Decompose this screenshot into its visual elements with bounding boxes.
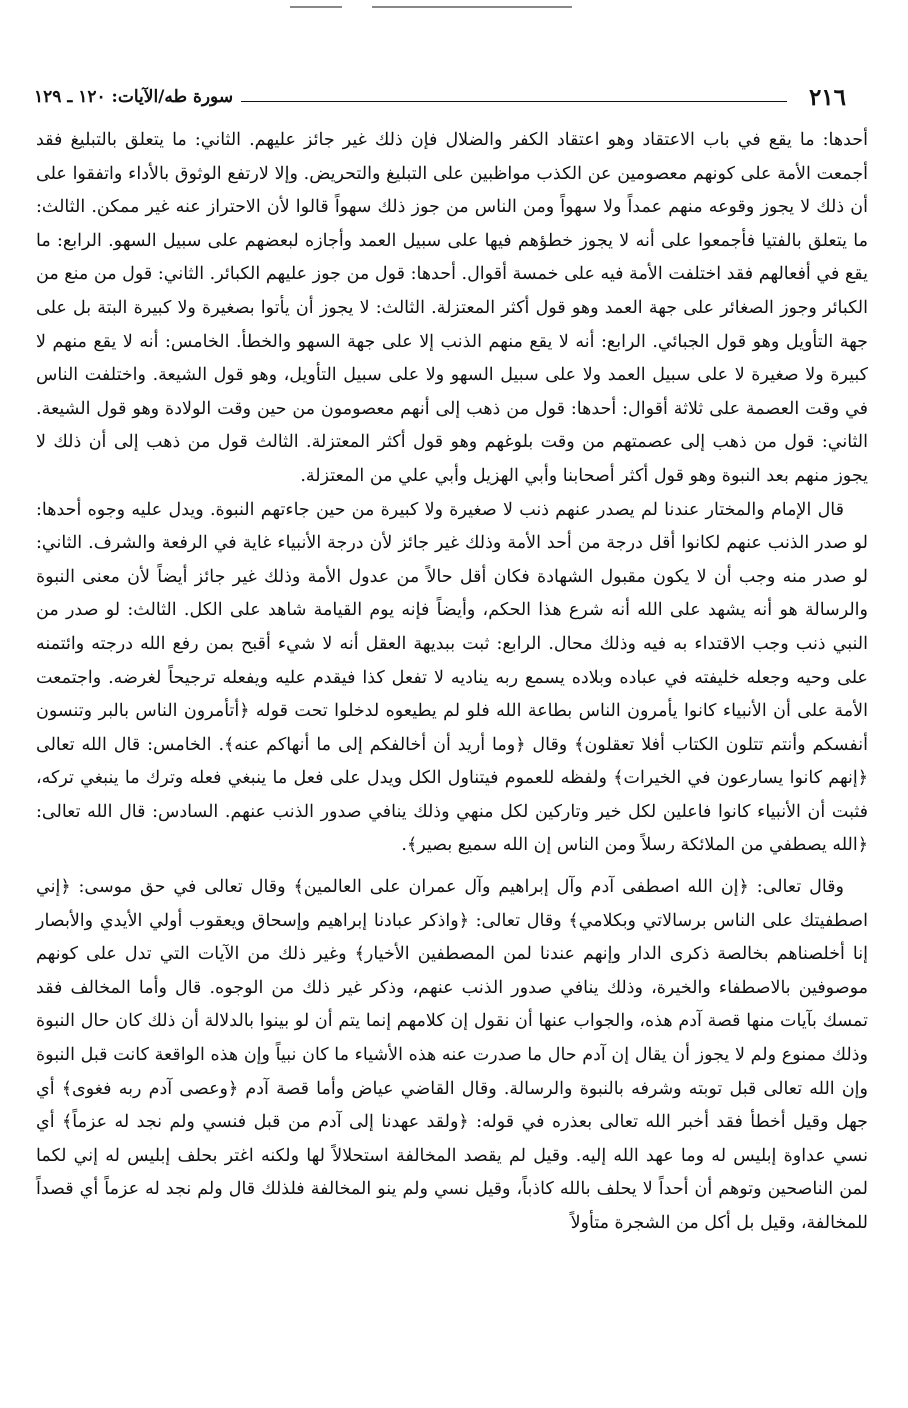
body-paragraph-2: قال الإمام والمختار عندنا لم يصدر عنهم ذنب لا صغيرة ولا كبيرة من حين جاءتهم النبوة. ويدل عليه وجوه أحدها: لو صدر الذنب عنهم لكانوا أقل درجة من أحد الأمة وذلك غير جائز لأن درجة الأنبياء غاية في الرفعة والشرف. الثاني: لو صدر منه وجب أن لا يكون مقبول الشهادة فكان أقل حالاً من عدول الأمة وذلك غير جائز أيضاً لأن معنى النبوة والرسالة هو أنه يشهد على الله أنه شرع هذا الحكم، وأيضاً فإنه يوم القيامة شاهد على الكل. الثالث: لو صدر من النبي ذنب وجب الاقتداء به فيه وذلك محال. الرابع: ثبت ببديهة العقل أنه لا شيء أقبح بمن رفع الله درجته وائتمنه على وحيه وجعله خليفته في عباده وبلاده يسمع ربه يناديه لا تفعل كذا فيقدم عليه ويفعله ترجيحاً لغرضه. واجتمعت الأمة على أن الأنبياء كانوا يأمرون الناس بطاعة الله فلو لم يطيعوه لدخلوا تحت قوله ﴿أتأمرون الناس بالبر وتنسون أنفسكم وأنتم تتلون الكتاب أفلا تعقلون﴾ وقال ﴿وما أريد أن أخالفكم إلى ما أنهاكم عنه﴾. الخامس: قال الله تعالى ﴿إنهم كانوا يسارعون في الخيرات﴾ ولفظه للعموم فيتناول الكل ويدل على فعل ما ينبغي فعله وترك ما ينبغي تركه، فثبت أن الأنبياء كانوا فاعلين لكل خير وتاركين لكل منهي وذلك ينافي صدور الذنب عنهم. السادس: قال الله تعالى: ﴿الله يصطفي من الملائكة رسلاً ومن الناس إن الله سميع بصير﴾. <box>36 499 868 856</box>
body-paragraph-3: وقال تعالى: ﴿إن الله اصطفى آدم وآل إبراهيم وآل عمران على العالمين﴾ وقال تعالى في حق موسى: ﴿إني اصطفيتك على الناس برسالاتي وبكلامي﴾ وقال تعالى: ﴿واذكر عبادنا إبراهيم وإسحاق ويعقوب أولي الأيدي والأبصار إنا أخلصناهم بخالصة ذكرى الدار وإنهم عندنا لمن المصطفين الأخيار﴾ وغير ذلك من الآيات التي تدل على كونهم موصوفين بالاصطفاء والخيرة، وذلك ينافي صدور الذنب عنهم، وذكر غير ذلك من الوجوه. قال وأما المخالف فقد تمسك بآيات منها قصة آدم هذه، والجواب عنها أن نقول إن كلامهم إنما يتم أن لو بينوا بالدلالة أن ذلك كان حال النبوة وذلك ممنوع ولم لا يجوز أن يقال إن آدم حال ما صدرت عنه هذه الأشياء ما كان نبياً وإن هذه الواقعة كانت قبل النبوة وإن الله تعالى قبل توبته وشرفه بالنبوة والرسالة. وقال القاضي عياض وأما قصة آدم ﴿وعصى آدم ربه فغوى﴾ أي جهل وقيل أخطأ فقد أخبر الله تعالى بعذره في قوله: ﴿ولقد عهدنا إلى آدم من قبل فنسي ولم نجد له عزماً﴾ أي نسي عداوة إبليس له وما عهد الله إليه. وقيل لم يقصد المخالفة استحلالاً لها ولكنه اغتر بحلف إبليس له إني لكما لمن الناصحين وتوهم أن أحداً لا يحلف بالله كاذباً، وقيل نسي ولم ينو المخالفة فلذلك قال ولم نجد له عزماً أي قصداً للمخالفة، وقيل بل أكل من الشجرة متأولاً <box>36 877 868 1233</box>
body-paragraph-1: أحدها: ما يقع في باب الاعتقاد وهو اعتقاد الكفر والضلال فإن ذلك غير جائز عليهم. الثاني: ما يتعلق بالتبليغ فقد أجمعت الأمة على كونهم معصومين عن الكذب مواظبين على التبليغ والتحريض. وإلا لارتفع الوثوق بالأداء واتفقوا على أن ذلك لا يجوز وقوعه منهم عمداً ولا سهواً ومن الناس من جوز ذلك سهواً قالوا لأن الاحتراز عنه غير ممكن. الثالث: ما يتعلق بالفتيا فأجمعوا على أنه لا يجوز خطؤهم فيها على سبيل العمد وأجازه لبعضهم على سبيل السهو. الرابع: ما يقع في أفعالهم فقد اختلفت الأمة فيه على خمسة أقوال. أحدها: قول من جوز عليهم الكبائر. الثاني: قول من منع من الكبائر وجوز الصغائر على جهة العمد وهو قول أكثر المعتزلة. الثالث: لا يجوز أن يأتوا بصغيرة ولا كبيرة البتة بل على جهة التأويل وهو قول الجبائي. الرابع: أنه لا يقع منهم الذنب إلا على جهة السهو والخطأ. الخامس: أنه لا يقع منهم لا كبيرة ولا صغيرة لا على سبيل العمد ولا على سبيل السهو ولا على سبيل التأويل، وهو قول الشيعة. واختلفت الناس في وقت العصمة على ثلاثة أقوال: أحدها: قول من ذهب إلى أنهم معصومون من حين وقت الولادة وهو قول الشيعة. الثاني: قول من ذهب إلى عصمتهم من وقت بلوغهم وهو قول أكثر المعتزلة. الثالث قول من ذهب إلى أن ذلك لا يجوز منهم بعد النبوة وهو قول أكثر أصحابنا وأبي الهزيل وأبي علي من المعتزلة. <box>36 130 868 486</box>
header-rule <box>241 101 787 102</box>
page-number: ٢١٦ <box>808 83 846 111</box>
scan-edge-line-left <box>290 6 342 8</box>
scan-edge-line-right <box>372 6 572 8</box>
header-title: سورة طه/الآيات: ١٢٠ ـ ١٢٩ <box>34 87 234 107</box>
running-header <box>34 84 846 110</box>
page-body <box>36 124 868 1241</box>
